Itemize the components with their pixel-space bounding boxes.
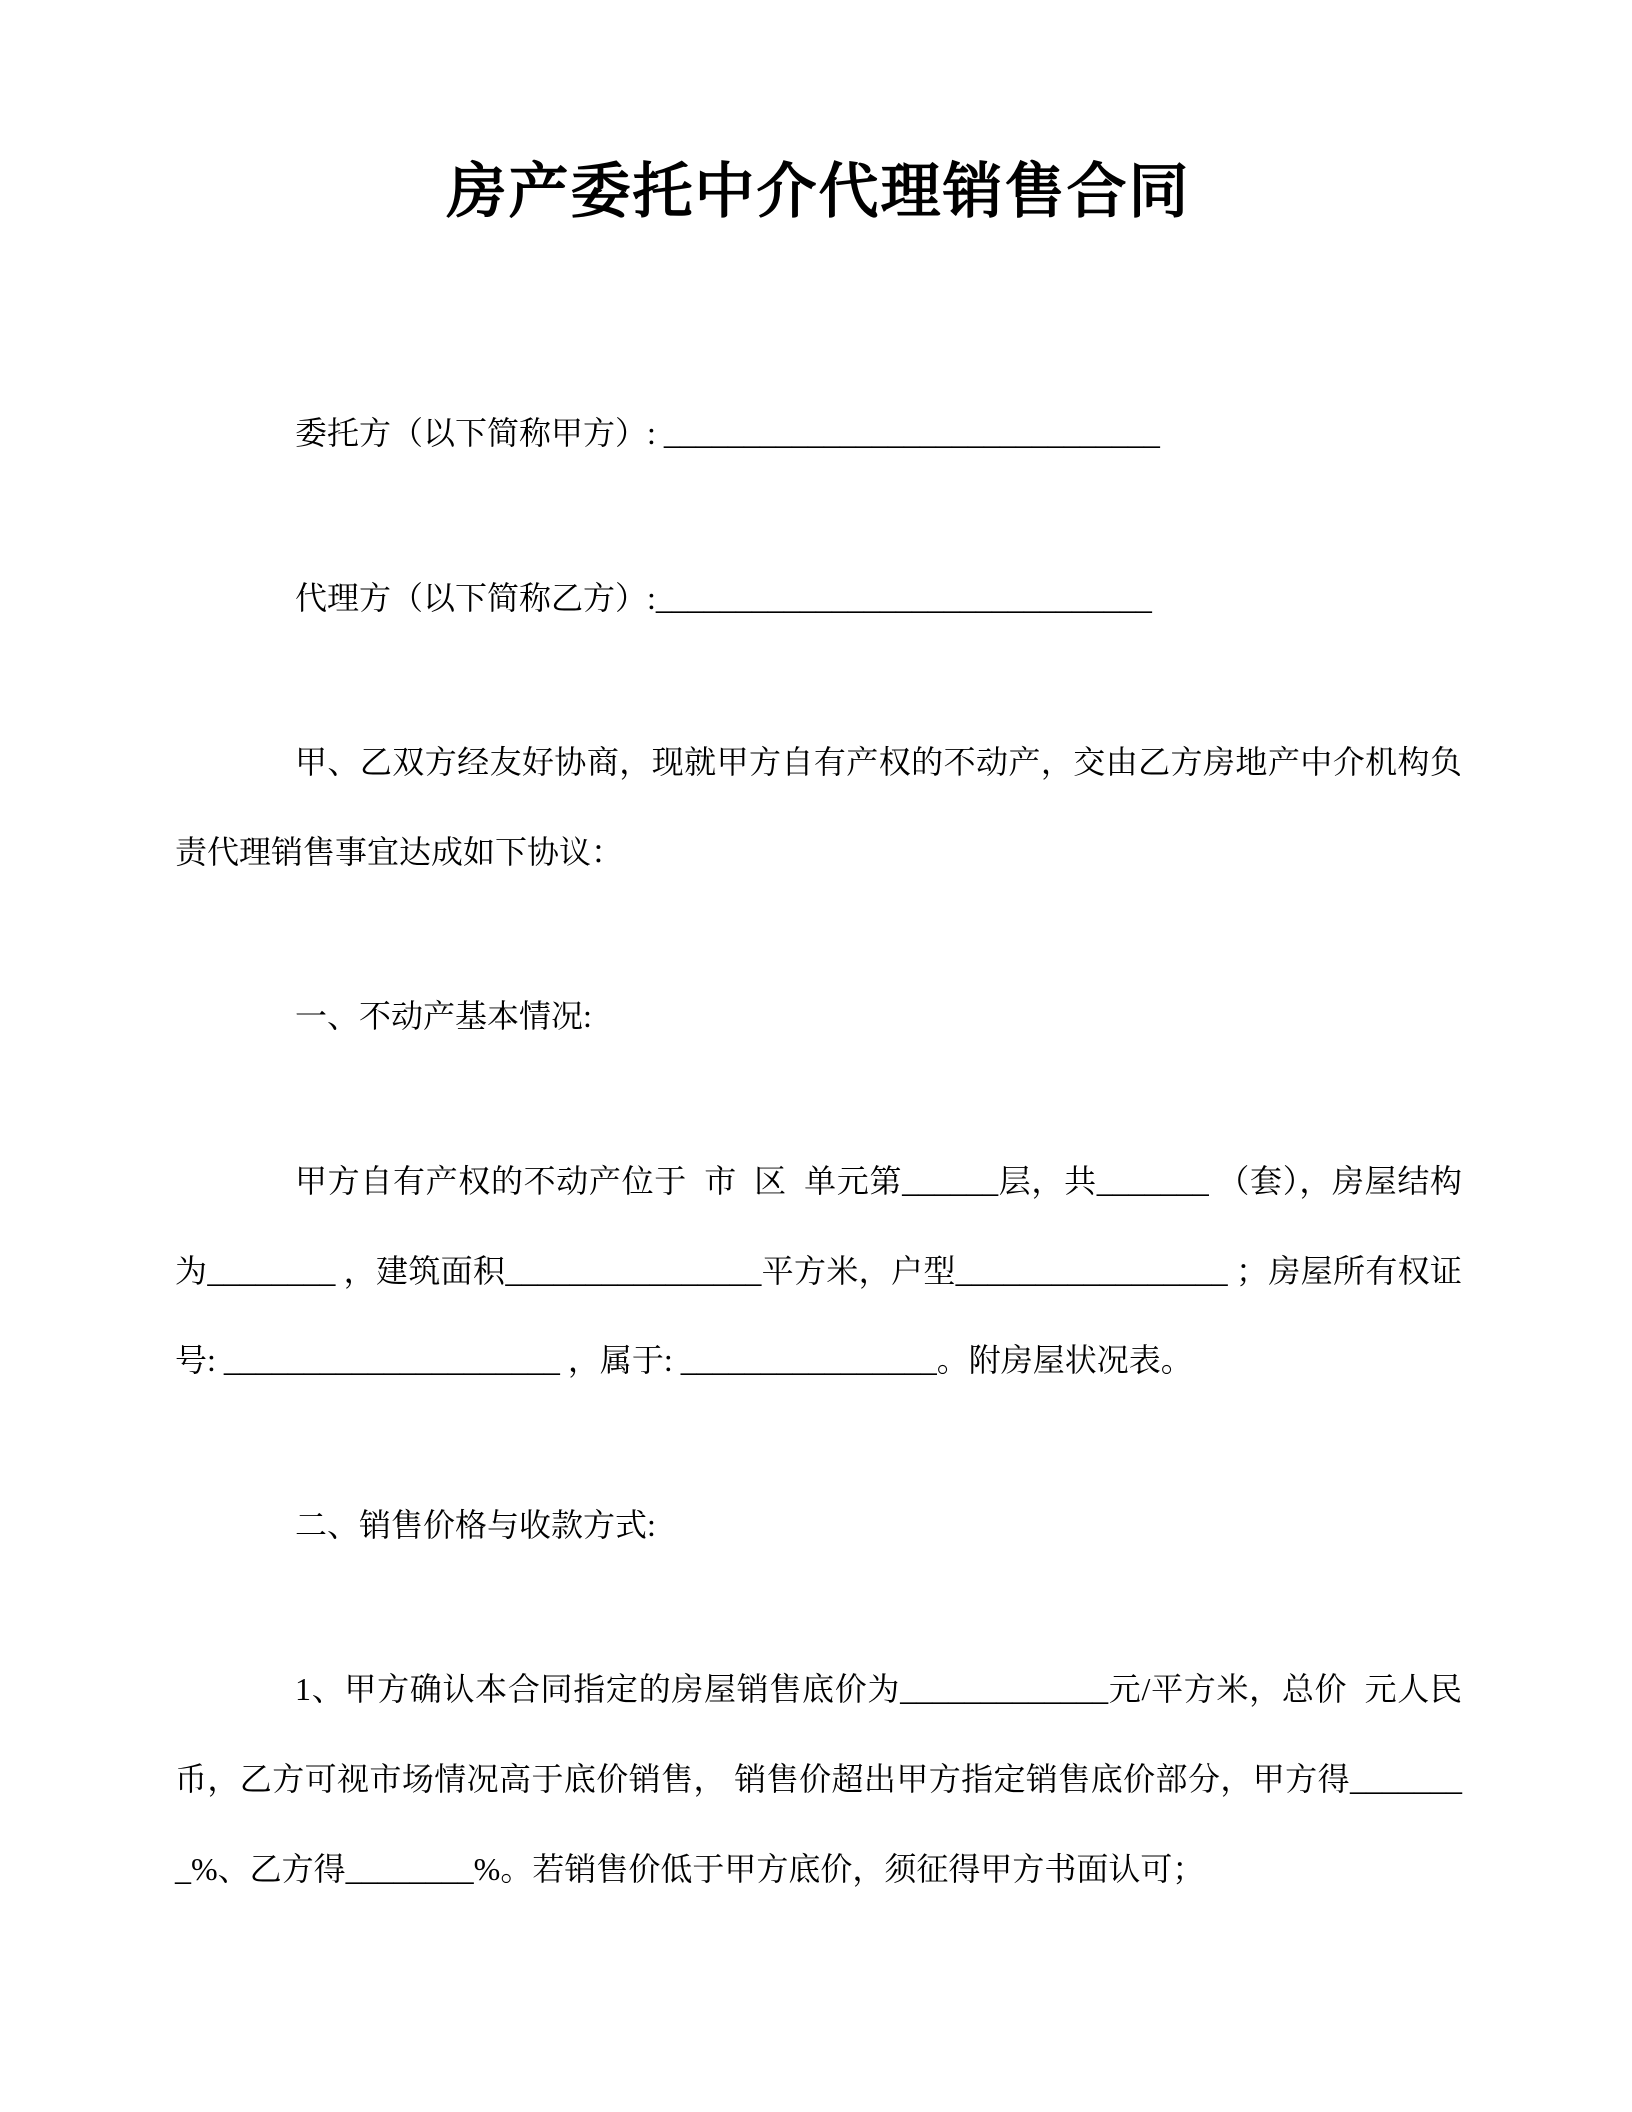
- party-a-line: 委托方（以下简称甲方）: _______________________________: [295, 415, 1160, 451]
- preamble-paragraph: 甲、乙双方经友好协商，现就甲方自有产权的不动产，交由乙方房地产中介机构负责代理销售事宜达成如下协议：: [175, 744, 1462, 870]
- section-1-heading: 一、不动产基本情况:: [295, 998, 592, 1035]
- clause-1-paragraph: 1、甲方确认本合同指定的房屋销售底价为_____________元/平方米，总价 元人民币，乙方可视市场情况高于底价销售， 销售价超出甲方指定销售底价部分，甲方得________%、乙方得________%。若销售价低于甲方底价，须征得甲方书面认可；: [175, 1671, 1462, 1887]
- contract-title: 房产委托中介代理销售合同: [446, 159, 1191, 225]
- section-1-paragraph: 甲方自有产权的不动产位于 市 区 单元第______层，共_______ （套），房屋结构为________ ，建筑面积________________平方米，户型_________________ ；房屋所有权证号: _____________________ ，属于: ________________。附房屋状况表。: [175, 1162, 1462, 1379]
- party-b-line: 代理方（以下简称乙方）:_______________________________: [295, 579, 1152, 616]
- section-2-heading: 二、销售价格与收款方式:: [295, 1506, 656, 1543]
